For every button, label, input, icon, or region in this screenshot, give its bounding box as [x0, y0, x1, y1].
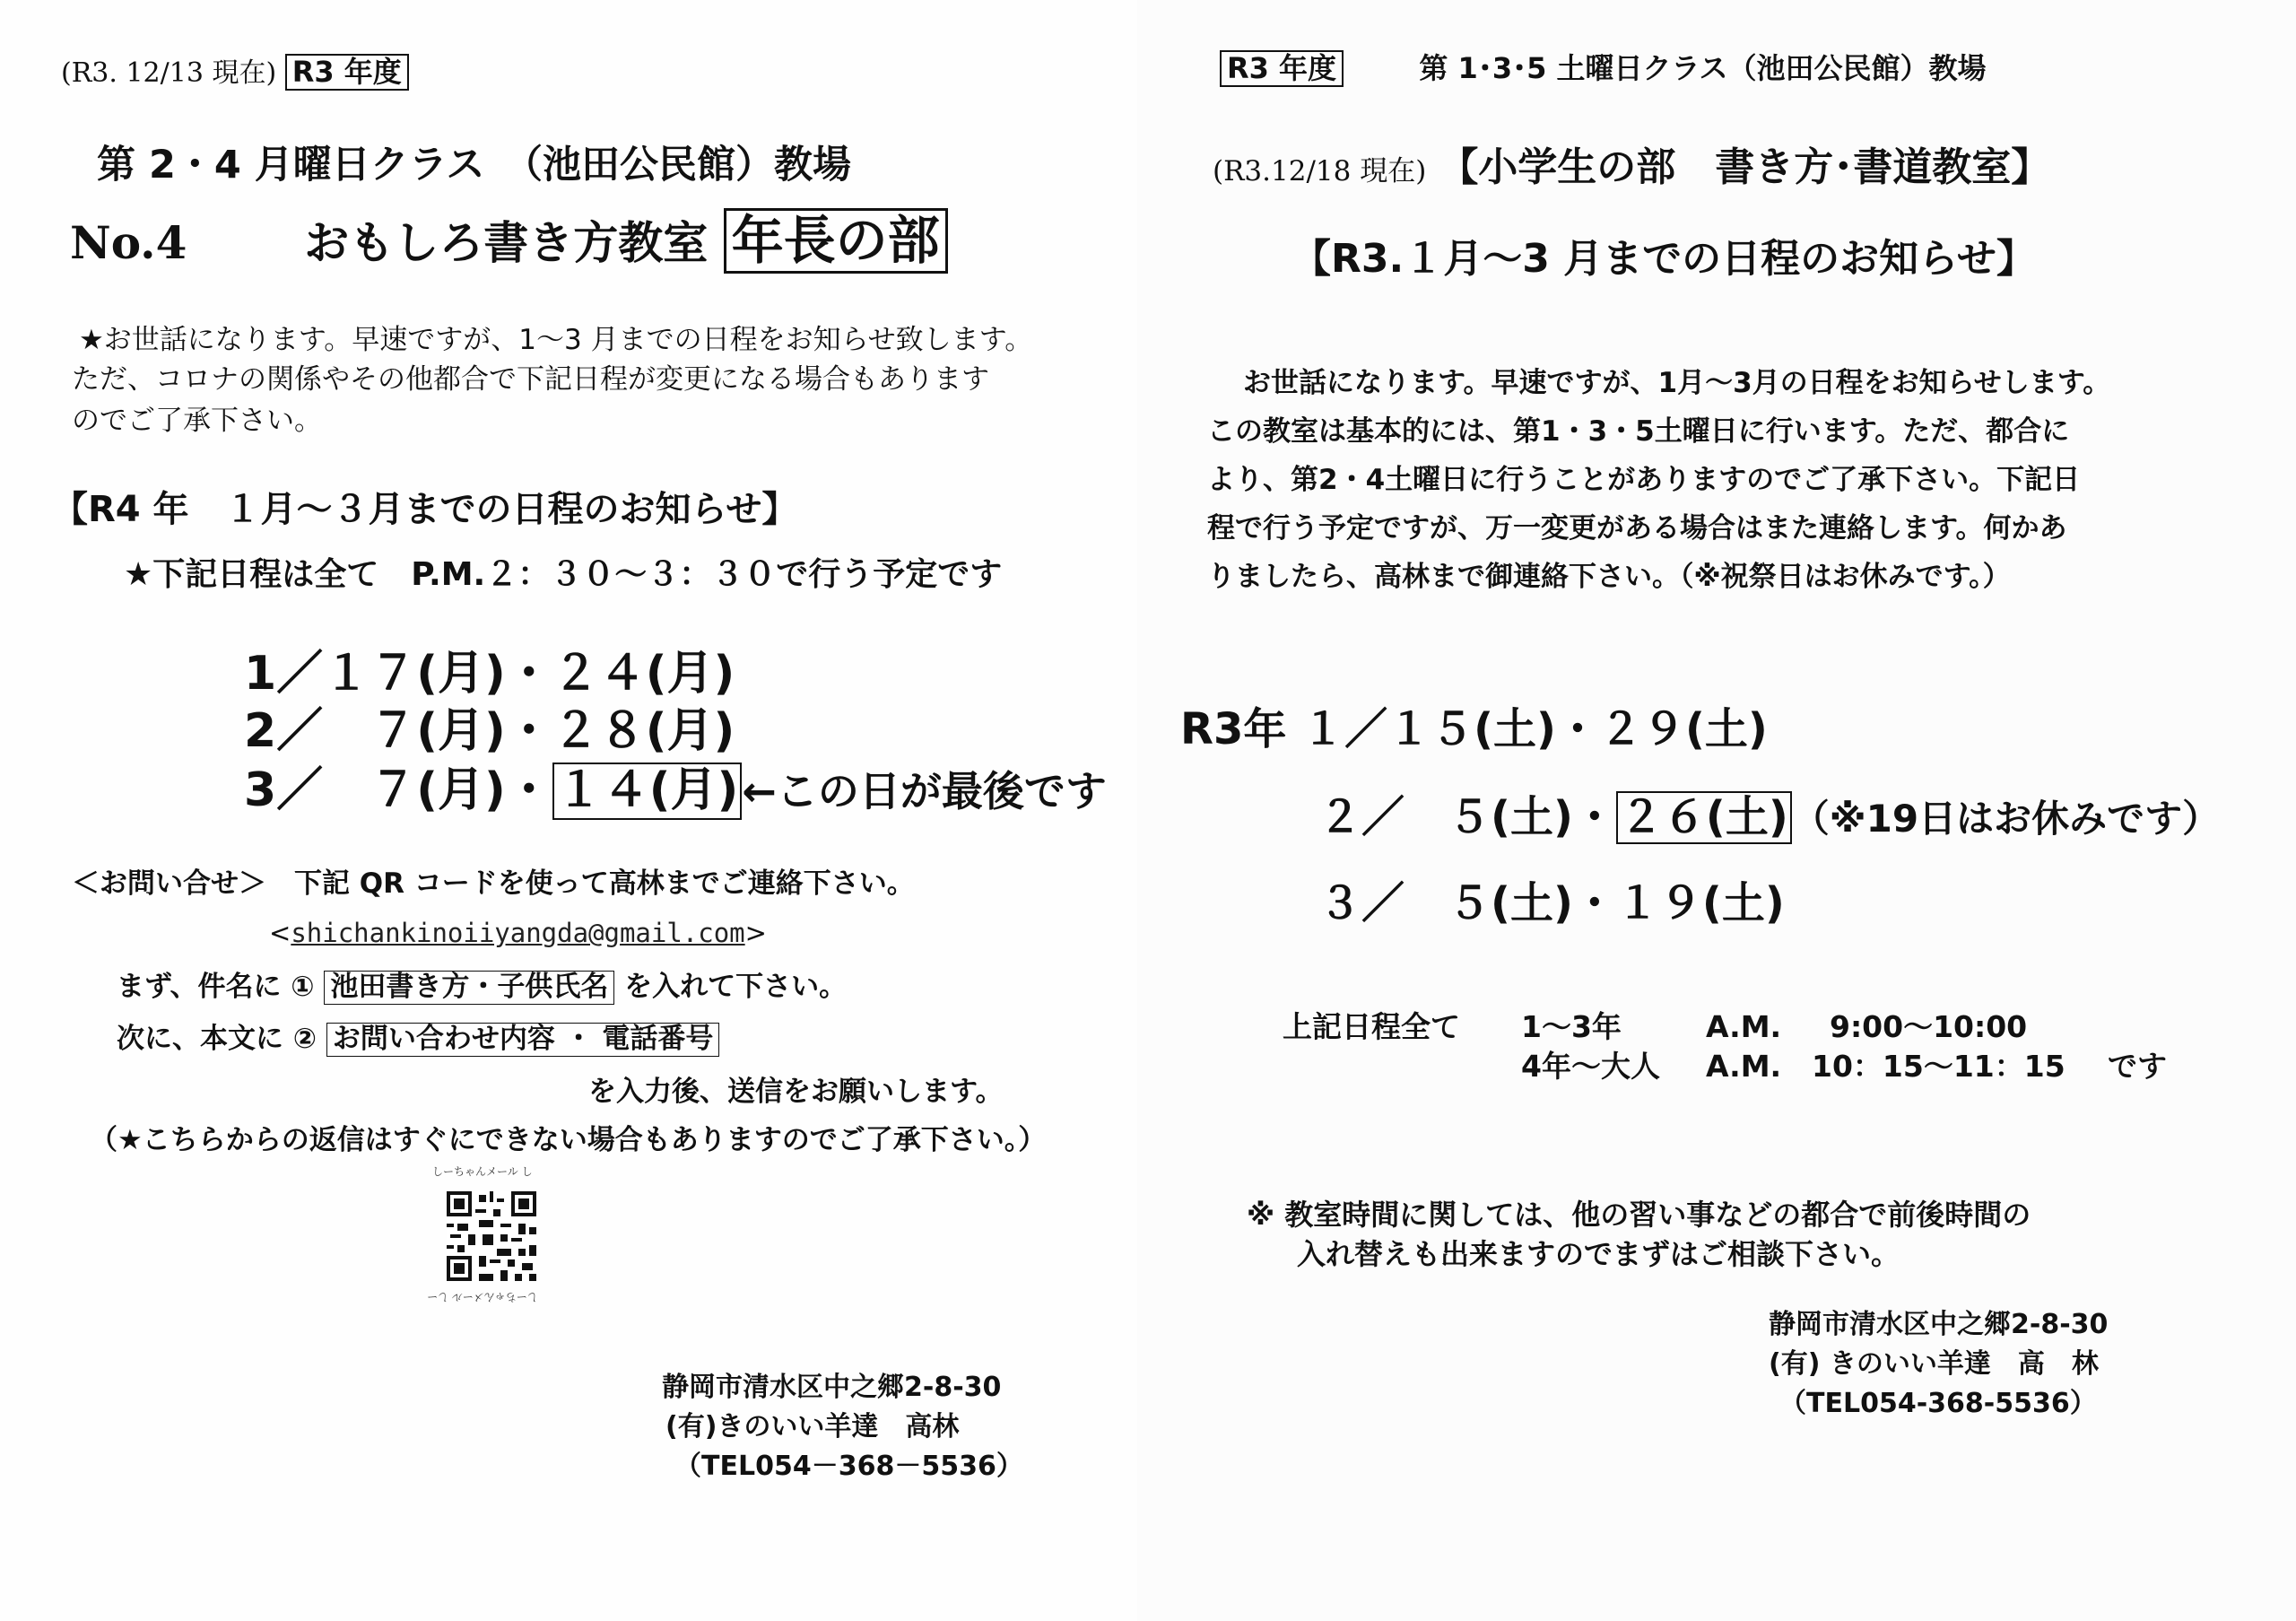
time-row-1-ampm: A.M.: [1706, 1009, 1782, 1044]
step2-suffix: を入力後、送信をお願いします。: [588, 1076, 1004, 1108]
greeting-line-1: ★お世話になります。早速ですが、1～3 月までの日程をお知らせ致します。: [79, 324, 1033, 356]
schedule-heading: 【R4 年 １月～３月までの日程のお知らせ】: [52, 489, 798, 530]
step2-prefix: 次に、本文に ②: [117, 1023, 317, 1055]
issue-number: No.4: [70, 216, 187, 269]
date-items: ５(土)・: [1405, 792, 1616, 842]
step-1: [117, 971, 847, 1005]
times-label: 上記日程全て: [1283, 1009, 1460, 1044]
step-2: [117, 1023, 719, 1057]
qr-caption-top: しーちゃんメール し: [432, 1165, 533, 1178]
date-items: ５(土)・１９(土): [1405, 878, 1785, 928]
telephone: （TEL054-368-5536）: [1779, 1388, 2097, 1419]
right-page: [1137, 0, 2296, 1621]
intro-line-2: この教室は基本的には、第1・3・5土曜日に行います。ただ、都合に: [1207, 415, 2070, 448]
step2-box: お問い合わせ内容 ・ 電話番号: [326, 1023, 720, 1057]
division-badge: 年長の部: [724, 208, 948, 274]
classroom-title: 【小学生の部 書き方･書道教室】: [1439, 144, 2051, 190]
date-items: ７(月)・２８(月): [323, 704, 735, 758]
email-close: >: [744, 918, 767, 948]
email-line: [269, 919, 767, 948]
reply-note: （★こちらからの返信はすぐにできない場合もありますのでご了承下さい。）: [90, 1124, 1047, 1156]
time-row-1-grade: 1～3年: [1521, 1009, 1622, 1044]
year-label: R3年: [1180, 704, 1287, 754]
year-badge: R3 年度: [285, 54, 409, 91]
step1-suffix: を入れて下さい。: [624, 971, 848, 1003]
contact-heading: ＜お問い合せ＞ 下記 QR コードを使って高林までご連絡下さい。: [72, 867, 915, 900]
date-items: ７(月)・: [323, 763, 552, 817]
company: (有)きのいい羊達 高林: [665, 1411, 960, 1442]
note-line-1: ※ 教室時間に関しては、他の習い事などの都合で前後時間の: [1247, 1198, 2031, 1232]
date-row-3: [244, 763, 1107, 820]
email-link[interactable]: shichankinoiiyangda@gmail.com: [291, 918, 745, 948]
last-day-note: ←この日が最後です: [742, 767, 1107, 815]
schedule-heading: 【R3.１月～3 月までの日程のお知らせ】: [1292, 236, 2036, 282]
qr-code-icon: [447, 1191, 536, 1281]
intro-line-4: 程で行う予定ですが、万一変更がある場合はまた連絡します。何かあ: [1207, 512, 2067, 545]
left-as-of: [61, 54, 409, 91]
date-month: 1／: [244, 647, 324, 701]
greeting-line-2: ただ、コロナの関係やその他都合で下記日程が変更になる場合もあります: [72, 363, 989, 396]
date-items: １７(月)・２４(月): [323, 647, 735, 701]
greeting-line-3: のでご了承下さい。: [72, 405, 322, 437]
last-day-box: ２６(土): [1616, 791, 1792, 844]
last-day-box: １４(月): [552, 763, 743, 820]
as-of-date: (R3.12/18 現在): [1213, 155, 1427, 187]
intro-line-3: より、第2・4土曜日に行うことがありますのでご了承下さい。下記日: [1207, 464, 2081, 496]
date-month: 2／: [244, 704, 324, 758]
class-title: 第 1･3･5 土曜日クラス（池田公民館）教場: [1419, 51, 1987, 85]
time-row-1-time: 9:00～10:00: [1830, 1009, 2028, 1044]
as-of-date: (R3. 12/13 現在): [61, 57, 277, 89]
step1-prefix: まず、件名に ①: [117, 971, 315, 1003]
note-line-2: 入れ替えも出来ますのでまずはご相談下さい。: [1297, 1237, 1900, 1271]
time-row-2-time: 10：15～11：15: [1812, 1049, 2066, 1084]
time-row-2-suffix: です: [2108, 1049, 2167, 1084]
telephone: （TEL054－368－5536）: [674, 1451, 1023, 1482]
email-open: <: [269, 918, 291, 948]
date-row-1: [244, 648, 735, 702]
year-badge: R3 年度: [1220, 50, 1344, 87]
time-row-2-grade: 4年～大人: [1521, 1049, 1660, 1084]
date-month: ２／: [1318, 792, 1405, 842]
title-row: [70, 208, 948, 274]
intro-line-5: りましたら、高林まで御連絡下さい。（※祝祭日はお休みです。）: [1207, 561, 2011, 593]
date-row-2: [244, 705, 735, 759]
address: 静岡市清水区中之郷2-8-30: [1769, 1309, 2109, 1340]
classroom-title: おもしろ書き方教室: [304, 217, 709, 269]
date-row-3: [1318, 879, 1785, 928]
date-month: 3／: [244, 763, 324, 817]
left-page: [0, 0, 1137, 1621]
right-header: [1220, 50, 1987, 87]
intro-line-1: お世話になります。早速ですが、1月～3月の日程をお知らせします。: [1243, 367, 2111, 399]
qr-code-block[interactable]: [413, 1166, 574, 1310]
time-row-2-ampm: A.M.: [1706, 1049, 1782, 1084]
company: (有) きのいい羊達 高 林: [1769, 1348, 2099, 1380]
right-title-row: [1213, 145, 2050, 191]
class-title: 第 2・4 月曜日クラス （池田公民館）教場: [97, 143, 851, 187]
step1-box: 池田書き方・子供氏名: [324, 971, 614, 1005]
date-row-1: [1180, 705, 1768, 754]
address: 静岡市清水区中之郷2-8-30: [662, 1372, 1002, 1403]
schedule-note: ★下記日程は全て P.M.２：３０～３：３０で行う予定です: [124, 556, 1003, 593]
date-row-2: [1318, 791, 2220, 844]
holiday-note: （※19日はお休みです）: [1791, 797, 2221, 841]
date-month: ３／: [1318, 878, 1405, 928]
qr-caption-bottom: しーちゃんメール しー: [427, 1290, 538, 1303]
date-items: １５(土)・２９(土): [1387, 704, 1768, 754]
date-month: １／: [1301, 704, 1388, 754]
